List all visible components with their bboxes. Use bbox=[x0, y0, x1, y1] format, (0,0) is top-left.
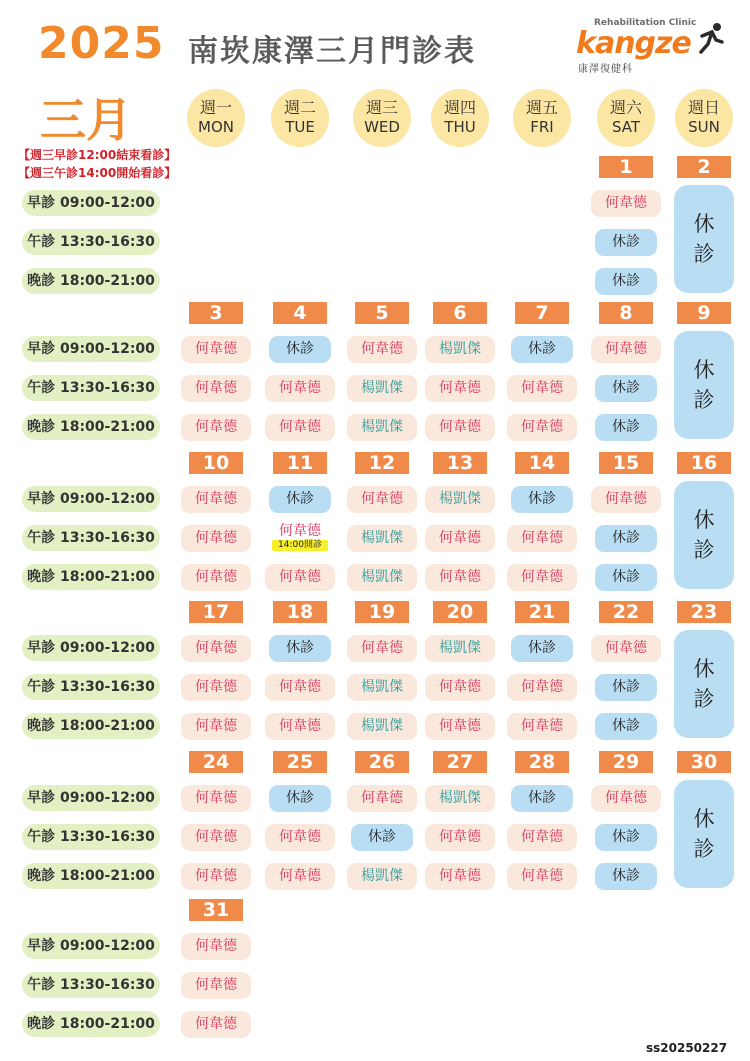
doctor-cell-he: 何韋德 bbox=[425, 713, 495, 740]
time-slot-label: 早診 09:00-12:00 bbox=[22, 933, 160, 959]
doctor-cell-he: 何韋德 bbox=[181, 1011, 251, 1038]
weekday-header-sat bbox=[597, 89, 655, 147]
closed-cell: 休診 bbox=[595, 525, 657, 552]
closed-cell: 休診 bbox=[269, 486, 331, 513]
closed-cell: 休診 bbox=[595, 824, 657, 851]
closed-cell: 休診 bbox=[595, 268, 657, 295]
weekday-zh: 週四 bbox=[443, 98, 476, 117]
wed-afternoon-note: 【週三午診14:00開始看診】 bbox=[18, 166, 177, 180]
time-slot-label: 午診 13:30-16:30 bbox=[22, 229, 160, 255]
time-slot-label: 午診 13:30-16:30 bbox=[22, 824, 160, 850]
sunday-closed-block bbox=[674, 185, 734, 293]
date-badge: 22 bbox=[599, 601, 653, 623]
date-badge: 4 bbox=[273, 302, 327, 324]
weekday-zh: 週一 bbox=[199, 98, 232, 117]
weekday-zh: 週日 bbox=[687, 98, 720, 117]
doctor-cell-he: 何韋德 bbox=[425, 525, 495, 552]
footer-code: ss20250227 bbox=[646, 1041, 728, 1055]
sunday-closed-char: 休 bbox=[693, 508, 715, 532]
closed-cell: 休診 bbox=[511, 785, 573, 812]
date-badge: 2 bbox=[677, 156, 731, 178]
date-badge: 27 bbox=[433, 751, 487, 773]
doctor-cell-he: 何韋德 bbox=[507, 525, 577, 552]
time-slot-label: 早診 09:00-12:00 bbox=[22, 785, 160, 811]
doctor-cell-he: 何韋德 bbox=[507, 863, 577, 890]
page-title: 南崁康澤三月門診表 bbox=[188, 34, 476, 69]
sunday-closed-char: 休 bbox=[693, 212, 715, 236]
closed-cell: 休診 bbox=[269, 785, 331, 812]
date-badge: 8 bbox=[599, 302, 653, 324]
doctor-cell-he: 何韋德 bbox=[181, 414, 251, 441]
time-slot-label: 早診 09:00-12:00 bbox=[22, 190, 160, 216]
doctor-cell-he bbox=[265, 522, 335, 556]
weekday-zh: 週三 bbox=[365, 98, 398, 117]
weekday-header-thu bbox=[431, 89, 489, 147]
time-slot-label: 早診 09:00-12:00 bbox=[22, 486, 160, 512]
doctor-cell-he: 何韋德 bbox=[181, 713, 251, 740]
weekday-en: THU bbox=[444, 118, 476, 136]
doctor-cell-he: 何韋德 bbox=[181, 674, 251, 701]
doctor-name: 何韋德 bbox=[279, 523, 321, 539]
weekday-en: MON bbox=[198, 118, 234, 136]
weekday-en: SAT bbox=[611, 118, 641, 136]
weekday-zh: 週五 bbox=[525, 98, 558, 117]
closed-cell: 休診 bbox=[595, 713, 657, 740]
closed-cell: 休診 bbox=[595, 674, 657, 701]
weekday-header-fri bbox=[513, 89, 571, 147]
date-badge: 14 bbox=[515, 452, 569, 474]
time-slot-label: 晚診 18:00-21:00 bbox=[22, 1011, 160, 1037]
sunday-closed-char: 診 bbox=[693, 388, 715, 412]
doctor-cell-yang: 楊凱傑 bbox=[347, 713, 417, 740]
weekday-header-sun bbox=[675, 89, 733, 147]
closed-cell: 休診 bbox=[595, 229, 657, 256]
time-slot-label: 晚診 18:00-21:00 bbox=[22, 713, 160, 739]
doctor-cell-he: 何韋德 bbox=[425, 824, 495, 851]
doctor-cell-he: 何韋德 bbox=[265, 414, 335, 441]
sunday-closed-block bbox=[674, 630, 734, 738]
doctor-cell-he: 何韋德 bbox=[425, 863, 495, 890]
date-badge: 7 bbox=[515, 302, 569, 324]
opening-time-note: 14:00開診 bbox=[272, 540, 328, 551]
date-badge: 21 bbox=[515, 601, 569, 623]
time-slot-label: 早診 09:00-12:00 bbox=[22, 336, 160, 362]
doctor-cell-he: 何韋德 bbox=[347, 486, 417, 513]
date-badge: 17 bbox=[189, 601, 243, 623]
date-badge: 1 bbox=[599, 156, 653, 178]
doctor-cell-yang: 楊凱傑 bbox=[347, 375, 417, 402]
doctor-cell-he: 何韋德 bbox=[181, 375, 251, 402]
weekday-zh: 週六 bbox=[609, 98, 642, 117]
weekday-header-wed bbox=[353, 89, 411, 147]
date-badge: 18 bbox=[273, 601, 327, 623]
closed-cell: 休診 bbox=[595, 375, 657, 402]
closed-cell: 休診 bbox=[511, 486, 573, 513]
weekday-header-mon bbox=[187, 89, 245, 147]
doctor-cell-he: 何韋德 bbox=[265, 713, 335, 740]
doctor-cell-he: 何韋德 bbox=[265, 564, 335, 591]
doctor-cell-yang: 楊凱傑 bbox=[425, 336, 495, 363]
logo-wordmark: kangze bbox=[576, 26, 691, 61]
wed-morning-note: 【週三早診12:00結束看診】 bbox=[18, 148, 177, 162]
doctor-cell-yang: 楊凱傑 bbox=[347, 863, 417, 890]
closed-cell: 休診 bbox=[269, 336, 331, 363]
date-badge: 16 bbox=[677, 452, 731, 474]
doctor-cell-he: 何韋德 bbox=[507, 824, 577, 851]
date-badge: 9 bbox=[677, 302, 731, 324]
doctor-cell-he: 何韋德 bbox=[591, 336, 661, 363]
sunday-closed-block bbox=[674, 780, 734, 888]
doctor-cell-he: 何韋德 bbox=[347, 785, 417, 812]
date-badge: 3 bbox=[189, 302, 243, 324]
doctor-cell-he: 何韋德 bbox=[425, 375, 495, 402]
date-badge: 11 bbox=[273, 452, 327, 474]
closed-cell: 休診 bbox=[269, 635, 331, 662]
date-badge: 25 bbox=[273, 751, 327, 773]
doctor-cell-he: 何韋德 bbox=[347, 336, 417, 363]
doctor-cell-he: 何韋德 bbox=[265, 863, 335, 890]
doctor-cell-he: 何韋德 bbox=[181, 824, 251, 851]
sunday-closed-char: 診 bbox=[693, 687, 715, 711]
doctor-cell-he: 何韋德 bbox=[181, 486, 251, 513]
sunday-closed-block bbox=[674, 331, 734, 439]
date-badge: 26 bbox=[355, 751, 409, 773]
doctor-cell-yang: 楊凱傑 bbox=[347, 525, 417, 552]
doctor-cell-he: 何韋德 bbox=[591, 190, 661, 217]
doctor-cell-he: 何韋德 bbox=[181, 336, 251, 363]
doctor-cell-he: 何韋德 bbox=[347, 635, 417, 662]
doctor-cell-he: 何韋德 bbox=[507, 674, 577, 701]
date-badge: 12 bbox=[355, 452, 409, 474]
time-slot-label: 午診 13:30-16:30 bbox=[22, 972, 160, 998]
sunday-closed-char: 休 bbox=[693, 358, 715, 382]
doctor-cell-he: 何韋德 bbox=[265, 824, 335, 851]
year-heading: 2025 bbox=[38, 18, 165, 69]
doctor-cell-yang: 楊凱傑 bbox=[425, 635, 495, 662]
time-slot-label: 午診 13:30-16:30 bbox=[22, 525, 160, 551]
time-slot-label: 午診 13:30-16:30 bbox=[22, 674, 160, 700]
date-badge: 19 bbox=[355, 601, 409, 623]
time-slot-label: 早診 09:00-12:00 bbox=[22, 635, 160, 661]
date-badge: 29 bbox=[599, 751, 653, 773]
date-badge: 30 bbox=[677, 751, 731, 773]
sunday-closed-char: 休 bbox=[693, 807, 715, 831]
doctor-cell-he: 何韋德 bbox=[507, 375, 577, 402]
closed-cell: 休診 bbox=[595, 414, 657, 441]
doctor-cell-he: 何韋德 bbox=[425, 414, 495, 441]
date-badge: 5 bbox=[355, 302, 409, 324]
doctor-cell-he: 何韋德 bbox=[181, 564, 251, 591]
weekday-en: WED bbox=[364, 118, 400, 136]
doctor-cell-he: 何韋德 bbox=[591, 785, 661, 812]
date-badge: 15 bbox=[599, 452, 653, 474]
date-badge: 31 bbox=[189, 899, 243, 921]
doctor-cell-he: 何韋德 bbox=[425, 564, 495, 591]
time-slot-label: 晚診 18:00-21:00 bbox=[22, 564, 160, 590]
doctor-cell-he: 何韋德 bbox=[507, 713, 577, 740]
sunday-closed-char: 診 bbox=[693, 538, 715, 562]
sunday-closed-char: 診 bbox=[693, 837, 715, 861]
closed-cell: 休診 bbox=[351, 824, 413, 851]
closed-cell: 休診 bbox=[511, 635, 573, 662]
runner-icon bbox=[698, 22, 724, 56]
doctor-cell-he: 何韋德 bbox=[591, 486, 661, 513]
doctor-cell-he: 何韋德 bbox=[181, 785, 251, 812]
weekday-en: TUE bbox=[285, 118, 315, 136]
date-badge: 6 bbox=[433, 302, 487, 324]
date-badge: 10 bbox=[189, 452, 243, 474]
doctor-cell-he: 何韋德 bbox=[181, 933, 251, 960]
logo-chinese-name: 康澤復健科 bbox=[578, 64, 633, 75]
doctor-cell-yang: 楊凱傑 bbox=[425, 785, 495, 812]
doctor-cell-he: 何韋德 bbox=[265, 375, 335, 402]
logo-subtitle: Rehabilitation Clinic bbox=[594, 18, 697, 28]
date-badge: 24 bbox=[189, 751, 243, 773]
weekday-en: SUN bbox=[688, 118, 720, 136]
closed-cell: 休診 bbox=[595, 564, 657, 591]
doctor-cell-he: 何韋德 bbox=[181, 972, 251, 999]
doctor-cell-yang: 楊凱傑 bbox=[347, 414, 417, 441]
doctor-cell-he: 何韋德 bbox=[181, 525, 251, 552]
time-slot-label: 晚診 18:00-21:00 bbox=[22, 863, 160, 889]
sunday-closed-block bbox=[674, 481, 734, 589]
doctor-cell-he: 何韋德 bbox=[591, 635, 661, 662]
doctor-cell-yang: 楊凱傑 bbox=[347, 674, 417, 701]
month-heading: 三月 bbox=[40, 93, 132, 147]
doctor-cell-he: 何韋德 bbox=[181, 863, 251, 890]
weekday-zh: 週二 bbox=[283, 98, 316, 117]
doctor-cell-he: 何韋德 bbox=[265, 674, 335, 701]
weekday-en: FRI bbox=[530, 118, 554, 136]
clinic-logo bbox=[576, 14, 726, 74]
time-slot-label: 晚診 18:00-21:00 bbox=[22, 414, 160, 440]
time-slot-label: 晚診 18:00-21:00 bbox=[22, 268, 160, 294]
date-badge: 20 bbox=[433, 601, 487, 623]
closed-cell: 休診 bbox=[595, 863, 657, 890]
sunday-closed-char: 休 bbox=[693, 657, 715, 681]
date-badge: 13 bbox=[433, 452, 487, 474]
doctor-cell-yang: 楊凱傑 bbox=[425, 486, 495, 513]
doctor-cell-yang: 楊凱傑 bbox=[347, 564, 417, 591]
weekday-header-tue bbox=[271, 89, 329, 147]
doctor-cell-he: 何韋德 bbox=[181, 635, 251, 662]
time-slot-label: 午診 13:30-16:30 bbox=[22, 375, 160, 401]
doctor-cell-he: 何韋德 bbox=[425, 674, 495, 701]
doctor-cell-he: 何韋德 bbox=[507, 414, 577, 441]
date-badge: 28 bbox=[515, 751, 569, 773]
date-badge: 23 bbox=[677, 601, 731, 623]
closed-cell: 休診 bbox=[511, 336, 573, 363]
doctor-cell-he: 何韋德 bbox=[507, 564, 577, 591]
sunday-closed-char: 診 bbox=[693, 242, 715, 266]
